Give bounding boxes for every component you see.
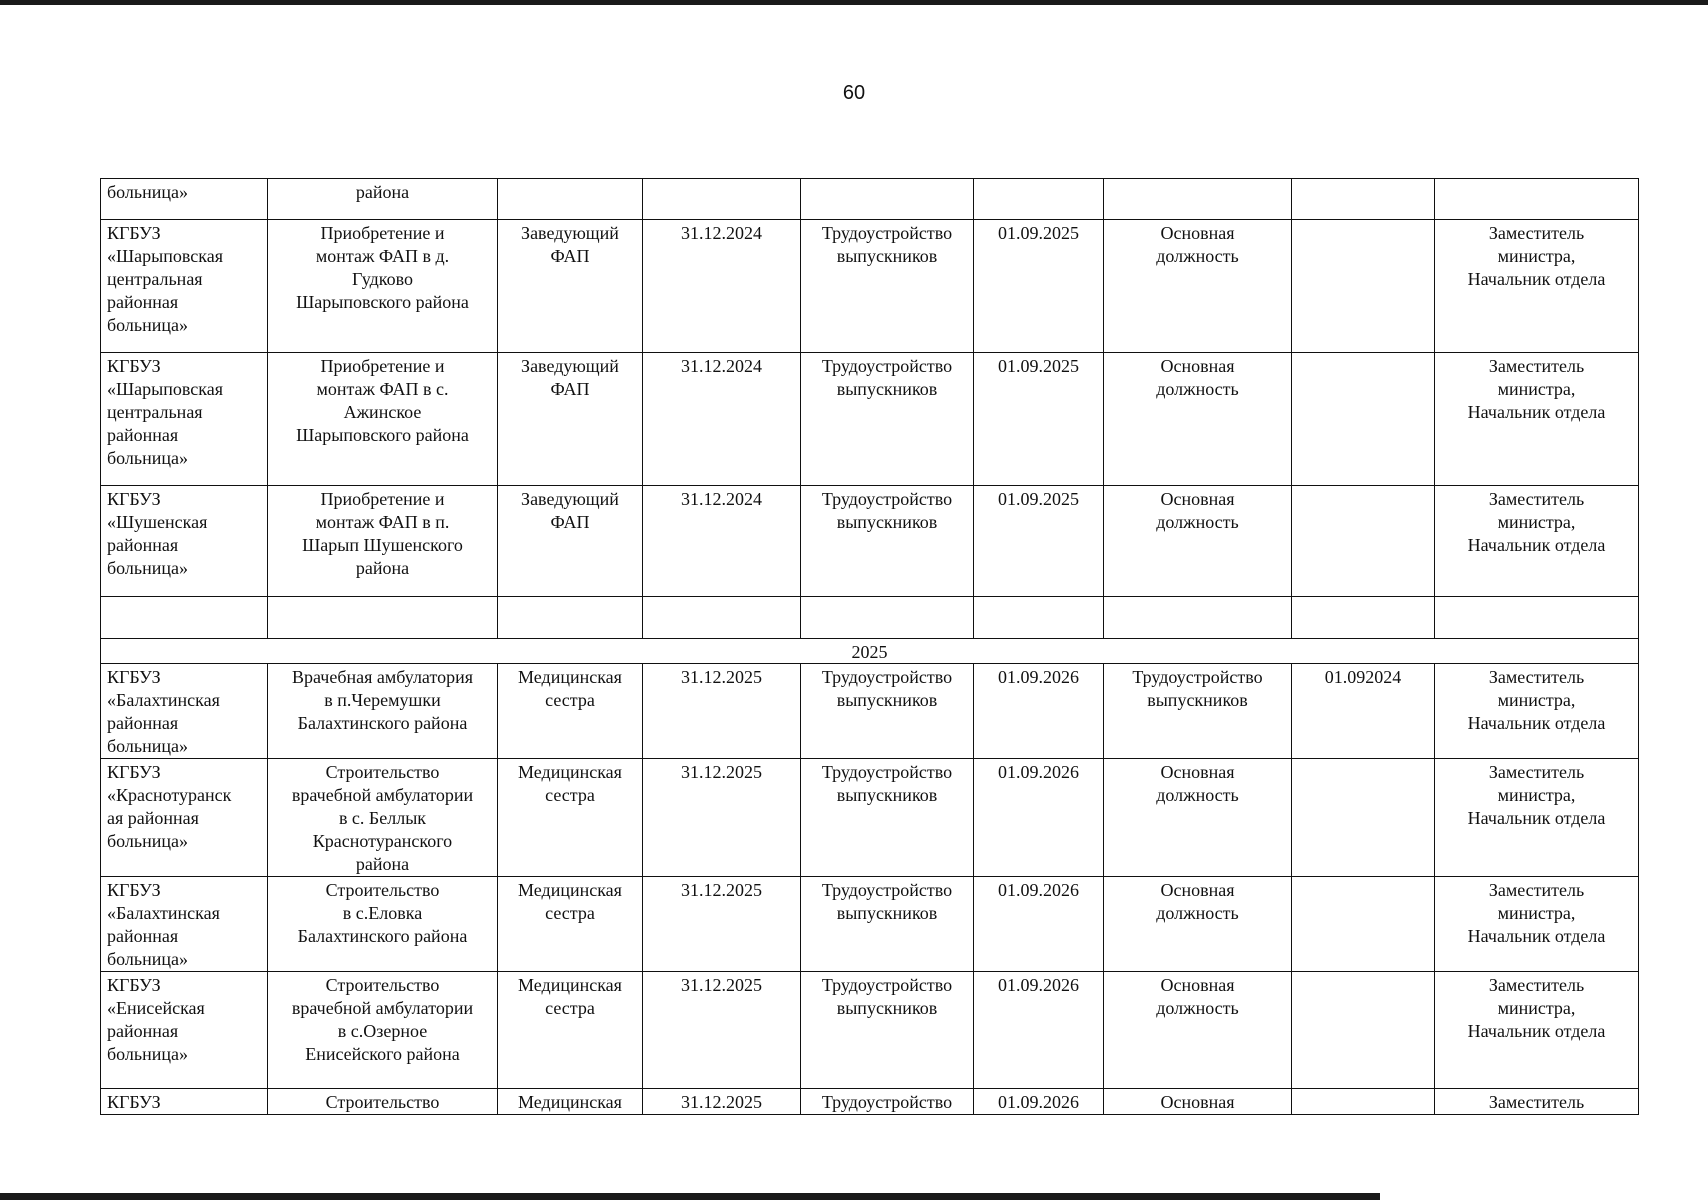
- cell-text: Приобретение и монтаж ФАП в с. Ажинское Шарыповского района: [296, 356, 469, 445]
- cell-text: Приобретение и монтаж ФАП в д. Гудково Шарыповского района: [296, 223, 469, 312]
- table-row: [101, 597, 1639, 639]
- cell-text: Основная: [1160, 1092, 1235, 1112]
- table-row: [101, 759, 1639, 877]
- extra-date-cell: [1292, 877, 1435, 972]
- responsible-cell: [1435, 179, 1639, 220]
- start-date-cell: [974, 486, 1104, 597]
- cell-text: 31.12.2025: [681, 667, 762, 687]
- cell-text: больница»: [107, 182, 188, 202]
- table-row: [101, 1089, 1639, 1115]
- cell-text: Трудоустройство выпускников: [821, 223, 953, 266]
- project-cell: [268, 877, 498, 972]
- deadline-cell: [643, 597, 801, 639]
- cell-text: Заведующий ФАП: [521, 356, 619, 399]
- table-row: [101, 486, 1639, 597]
- measure-cell: [801, 664, 974, 759]
- employment-type-cell: [1104, 1089, 1292, 1115]
- measure-cell: [801, 220, 974, 353]
- position-cell: [498, 877, 643, 972]
- extra-date-cell: [1292, 220, 1435, 353]
- institution-cell: [101, 353, 268, 486]
- extra-date-cell: [1292, 759, 1435, 877]
- position-cell: [498, 759, 643, 877]
- measure-cell: [801, 1089, 974, 1115]
- responsible-cell: [1435, 877, 1639, 972]
- cell-text: Медицинская: [518, 1092, 622, 1112]
- institution-cell: [101, 597, 268, 639]
- cell-text: 01.09.2025: [998, 223, 1079, 243]
- page-number: 60: [842, 82, 866, 104]
- project-cell: [268, 597, 498, 639]
- start-date-cell: [974, 664, 1104, 759]
- cell-text: Заведующий ФАП: [521, 223, 619, 266]
- cell-text: Врачебная амбулатория в п.Черемушки Балахтинского района: [292, 667, 473, 733]
- table-body: [101, 179, 1639, 1115]
- institution-cell: [101, 220, 268, 353]
- year-label: 2025: [101, 639, 1639, 664]
- scan-top-edge: [0, 0, 1708, 5]
- project-cell: [268, 1089, 498, 1115]
- deadline-cell: [643, 664, 801, 759]
- cell-text: 31.12.2025: [681, 762, 762, 782]
- cell-text: КГБУЗ: [107, 1092, 161, 1112]
- project-cell: [268, 353, 498, 486]
- cell-text: 31.12.2025: [681, 880, 762, 900]
- cell-text: Строительство в с.Еловка Балахтинского района: [297, 880, 468, 946]
- cell-text: КГБУЗ «Енисейская районная больница»: [107, 975, 205, 1064]
- cell-text: 01.09.2026: [998, 880, 1079, 900]
- cell-text: Основная должность: [1156, 975, 1239, 1018]
- project-cell: [268, 220, 498, 353]
- cell-text: Медицинская сестра: [518, 975, 622, 1018]
- measure-cell: [801, 179, 974, 220]
- deadline-cell: [643, 1089, 801, 1115]
- deadline-cell: [643, 353, 801, 486]
- table-row: [101, 972, 1639, 1089]
- cell-text: Заместитель министра, Начальник отдела: [1467, 489, 1606, 555]
- position-cell: [498, 353, 643, 486]
- deadline-cell: [643, 972, 801, 1089]
- deadline-cell: [643, 179, 801, 220]
- cell-text: Заместитель министра, Начальник отдела: [1467, 223, 1606, 289]
- deadline-cell: [643, 486, 801, 597]
- year-separator-row: [101, 639, 1639, 664]
- start-date-cell: [974, 1089, 1104, 1115]
- cell-text: Строительство врачебной амбулатории в с. Беллык Краснотуранского района: [291, 762, 474, 874]
- cell-text: Трудоустройство выпускников: [821, 489, 953, 532]
- institution-cell: [101, 486, 268, 597]
- measure-cell: [801, 877, 974, 972]
- table-row: [101, 664, 1639, 759]
- position-cell: [498, 179, 643, 220]
- cell-text: 31.12.2024: [681, 223, 762, 243]
- measure-cell: [801, 759, 974, 877]
- cell-text: Трудоустройство выпускников: [821, 762, 953, 805]
- cell-text: 31.12.2024: [681, 489, 762, 509]
- start-date-cell: [974, 972, 1104, 1089]
- cell-text: КГБУЗ «Балахтинская районная больница»: [107, 880, 220, 969]
- cell-text: района: [355, 182, 410, 202]
- responsible-cell: [1435, 486, 1639, 597]
- deadline-cell: [643, 759, 801, 877]
- employment-type-cell: [1104, 972, 1292, 1089]
- cell-text: Трудоустройство выпускников: [821, 667, 953, 710]
- position-cell: [498, 972, 643, 1089]
- institution-cell: [101, 972, 268, 1089]
- cell-text: 01.09.2025: [998, 356, 1079, 376]
- cell-text: Медицинская сестра: [518, 667, 622, 710]
- table-row: [101, 353, 1639, 486]
- responsible-cell: [1435, 353, 1639, 486]
- responsible-cell: [1435, 759, 1639, 877]
- institution-cell: [101, 179, 268, 220]
- cell-text: Основная должность: [1156, 356, 1239, 399]
- project-cell: [268, 664, 498, 759]
- extra-date-cell: [1292, 972, 1435, 1089]
- start-date-cell: [974, 759, 1104, 877]
- institution-cell: [101, 759, 268, 877]
- scan-bottom-edge: [0, 1193, 1380, 1200]
- responsible-cell: [1435, 220, 1639, 353]
- measure-cell: [801, 353, 974, 486]
- employment-type-cell: [1104, 759, 1292, 877]
- table-row: [101, 877, 1639, 972]
- cell-text: Заместитель министра, Начальник отдела: [1467, 356, 1606, 422]
- measure-cell: [801, 972, 974, 1089]
- institution-cell: [101, 877, 268, 972]
- start-date-cell: [974, 597, 1104, 639]
- cell-text: Основная должность: [1156, 880, 1239, 923]
- employment-type-cell: [1104, 597, 1292, 639]
- cell-text: Заведующий ФАП: [521, 489, 619, 532]
- cell-text: Заместитель министра, Начальник отдела: [1467, 880, 1606, 946]
- position-cell: [498, 220, 643, 353]
- cell-text: КГБУЗ «Шушенская районная больница»: [107, 489, 208, 578]
- extra-date-cell: [1292, 353, 1435, 486]
- cell-text: 01.09.2026: [998, 1092, 1079, 1112]
- cell-text: КГБУЗ «Балахтинская районная больница»: [107, 667, 220, 756]
- cell-text: КГБУЗ «Краснотуранск ая районная больница»: [107, 762, 232, 851]
- cell-text: Медицинская сестра: [518, 880, 622, 923]
- cell-text: 31.12.2025: [681, 1092, 762, 1112]
- start-date-cell: [974, 220, 1104, 353]
- table-row: [101, 179, 1639, 220]
- cell-text: Трудоустройство: [821, 1092, 953, 1112]
- responsible-cell: [1435, 597, 1639, 639]
- institution-cell: [101, 1089, 268, 1115]
- cell-text: 01.09.2026: [998, 762, 1079, 782]
- start-date-cell: [974, 353, 1104, 486]
- employment-type-cell: [1104, 486, 1292, 597]
- cell-text: КГБУЗ «Шарыповская центральная районная больница»: [107, 356, 223, 468]
- cell-text: Трудоустройство выпускников: [821, 356, 953, 399]
- cell-text: 01.09.2026: [998, 975, 1079, 995]
- deadline-cell: [643, 877, 801, 972]
- measure-cell: [801, 486, 974, 597]
- cell-text: Основная должность: [1156, 223, 1239, 266]
- staffing-table: [100, 178, 1639, 1115]
- responsible-cell: [1435, 972, 1639, 1089]
- extra-date-cell: [1292, 1089, 1435, 1115]
- institution-cell: [101, 664, 268, 759]
- table-row: [101, 220, 1639, 353]
- cell-text: 31.12.2024: [681, 356, 762, 376]
- project-cell: [268, 759, 498, 877]
- cell-text: 01.09.2026: [998, 667, 1079, 687]
- cell-text: Основная должность: [1156, 489, 1239, 532]
- cell-text: 01.09.2025: [998, 489, 1079, 509]
- cell-text: Трудоустройство выпускников: [1132, 667, 1263, 710]
- employment-type-cell: [1104, 179, 1292, 220]
- cell-text: Заместитель министра, Начальник отдела: [1467, 762, 1606, 828]
- cell-text: Основная должность: [1156, 762, 1239, 805]
- position-cell: [498, 597, 643, 639]
- responsible-cell: [1435, 664, 1639, 759]
- cell-text: Заместитель министра, Начальник отдела: [1467, 667, 1606, 733]
- cell-text: Строительство: [325, 1092, 440, 1112]
- employment-type-cell: [1104, 877, 1292, 972]
- responsible-cell: [1435, 1089, 1639, 1115]
- measure-cell: [801, 597, 974, 639]
- employment-type-cell: [1104, 220, 1292, 353]
- cell-text: Трудоустройство выпускников: [821, 880, 953, 923]
- cell-text: Приобретение и монтаж ФАП в п. Шарып Шушенского района: [302, 489, 463, 578]
- deadline-cell: [643, 220, 801, 353]
- cell-text: Строительство врачебной амбулатории в с.Озерное Енисейского района: [291, 975, 474, 1064]
- cell-text: КГБУЗ «Шарыповская центральная районная больница»: [107, 223, 223, 335]
- cell-text: Заместитель: [1488, 1092, 1585, 1112]
- project-cell: [268, 486, 498, 597]
- employment-type-cell: [1104, 664, 1292, 759]
- cell-text: 31.12.2025: [681, 975, 762, 995]
- position-cell: [498, 664, 643, 759]
- start-date-cell: [974, 179, 1104, 220]
- extra-date-cell: [1292, 664, 1435, 759]
- cell-text: Медицинская сестра: [518, 762, 622, 805]
- position-cell: [498, 486, 643, 597]
- extra-date-cell: [1292, 486, 1435, 597]
- project-cell: [268, 972, 498, 1089]
- project-cell: [268, 179, 498, 220]
- cell-text: Трудоустройство выпускников: [821, 975, 953, 1018]
- cell-text: Заместитель министра, Начальник отдела: [1467, 975, 1606, 1041]
- extra-date-cell: [1292, 179, 1435, 220]
- extra-date-cell: [1292, 597, 1435, 639]
- position-cell: [498, 1089, 643, 1115]
- start-date-cell: [974, 877, 1104, 972]
- cell-text: 01.092024: [1324, 667, 1402, 687]
- employment-type-cell: [1104, 353, 1292, 486]
